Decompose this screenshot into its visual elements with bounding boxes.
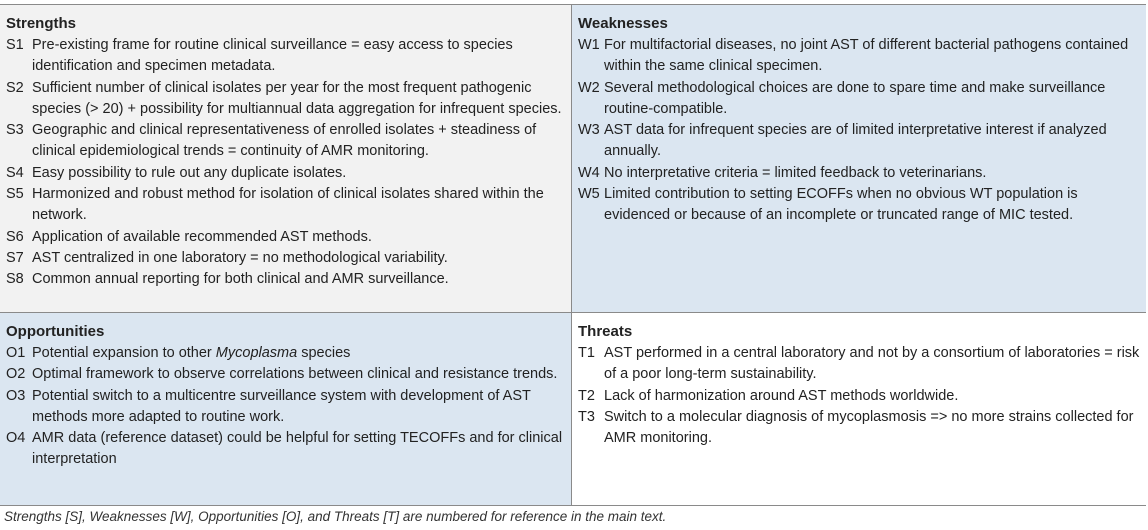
list-item — [6, 386, 565, 429]
list-item — [578, 343, 1140, 386]
item-text: Pre-existing frame for routine clinical surveillance = easy access to species identification and specimen metadata. — [32, 37, 513, 75]
item-code: S7 — [6, 249, 24, 266]
item-code: T1 — [578, 345, 595, 361]
list-item — [6, 343, 565, 364]
list-item — [6, 78, 565, 121]
item-text: Potential switch to a multicentre surveillance system with development of AST methods more adapted to routine work. — [32, 387, 531, 425]
item-text: Easy possibility to rule out any duplicate isolates. — [32, 164, 347, 181]
item-code: S5 — [6, 186, 24, 203]
list-item — [578, 35, 1140, 78]
list-item — [578, 407, 1140, 450]
item-text: Application of available recommended AST methods. — [32, 228, 372, 245]
list-item — [578, 163, 1140, 184]
item-code: O1 — [6, 345, 26, 361]
list-item — [6, 269, 565, 290]
item-code: O4 — [6, 430, 26, 447]
item-code: W1 — [578, 37, 600, 53]
item-text: AST performed in a central laboratory and not by a consortium of laboratories = risk of a poor long-term sustainability. — [604, 345, 1140, 383]
item-text: Limited contribution to setting ECOFFs when no obvious WT population is evidenced or because of an incomplete or truncated range of MIC tested. — [604, 186, 1078, 224]
item-code: T2 — [578, 387, 595, 404]
item-code: S4 — [6, 164, 24, 181]
item-text: AMR data (reference dataset) could be helpful for setting TECOFFs and for clinical interpretation — [32, 430, 563, 468]
weaknesses-cell — [572, 5, 1146, 313]
item-text — [32, 343, 565, 364]
item-text: Optimal framework to observe correlations between clinical and resistance trends. — [32, 366, 558, 383]
swot-table — [0, 4, 1146, 506]
threats-cell — [572, 313, 1146, 505]
item-code: W2 — [578, 79, 600, 96]
threats-heading: Threats — [578, 323, 633, 340]
opportunities-cell — [0, 313, 572, 505]
list-item — [6, 248, 565, 269]
list-item — [578, 120, 1140, 163]
item-text-start: Potential expansion to other — [32, 345, 216, 361]
list-item — [578, 78, 1140, 121]
list-item — [6, 364, 565, 385]
table-footnote: Strengths [S], Weaknesses [W], Opportunities [O], and Threats [T] are numbered for reference in the main text. — [4, 509, 667, 524]
item-code: S2 — [6, 79, 24, 96]
weaknesses-heading: Weaknesses — [578, 15, 668, 32]
strengths-heading: Strengths — [6, 15, 77, 32]
item-text: Sufficient number of clinical isolates per year for the most frequent pathogenic species (> 20) + possibility for multiannual data aggregation for infrequent species. — [32, 79, 562, 117]
item-text: Switch to a molecular diagnosis of mycoplasmosis => no more strains collected for AMR monitoring. — [604, 408, 1134, 447]
item-code: T3 — [578, 408, 595, 425]
item-code: O3 — [6, 387, 26, 404]
strengths-cell — [0, 5, 572, 313]
opportunities-heading: Opportunities — [6, 323, 105, 340]
item-text: Harmonized and robust method for isolation of clinical isolates shared within the network. — [32, 186, 544, 224]
item-text-italic: Mycoplasma — [215, 345, 298, 361]
list-item — [6, 35, 565, 78]
item-code: S1 — [6, 37, 24, 53]
item-code: W5 — [578, 186, 600, 203]
item-text-end: species — [297, 345, 351, 361]
list-item — [578, 386, 1140, 407]
list-item — [578, 184, 1140, 227]
list-item — [6, 163, 565, 184]
item-text: Geographic and clinical representativeness of enrolled isolates + steadiness of clinical epidemiological trends = continuity of AMR monitoring. — [32, 122, 537, 160]
item-text: No interpretative criteria = limited feedback to veterinarians. — [604, 164, 987, 181]
list-item — [6, 227, 565, 248]
item-text: Several methodological choices are done to spare time and make surveillance routine-compatible. — [604, 79, 1106, 117]
item-text: For multifactorial diseases, no joint AST of different bacterial pathogens contained within the same clinical specimen. — [604, 37, 1129, 75]
list-item — [6, 120, 565, 163]
item-code: W4 — [578, 164, 600, 181]
list-item — [6, 428, 565, 471]
item-text: Common annual reporting for both clinical and AMR surveillance. — [32, 271, 449, 288]
item-text: AST centralized in one laboratory = no methodological variability. — [32, 249, 448, 266]
item-code: O2 — [6, 366, 26, 383]
list-item — [6, 184, 565, 227]
item-text: AST data for infrequent species are of limited interpretative interest if analyzed annually. — [604, 122, 1107, 160]
item-code: S3 — [6, 122, 24, 139]
item-text: Lack of harmonization around AST methods worldwide. — [604, 387, 959, 404]
item-code: W3 — [578, 122, 600, 139]
item-code: S6 — [6, 228, 24, 245]
item-code: S8 — [6, 271, 24, 288]
